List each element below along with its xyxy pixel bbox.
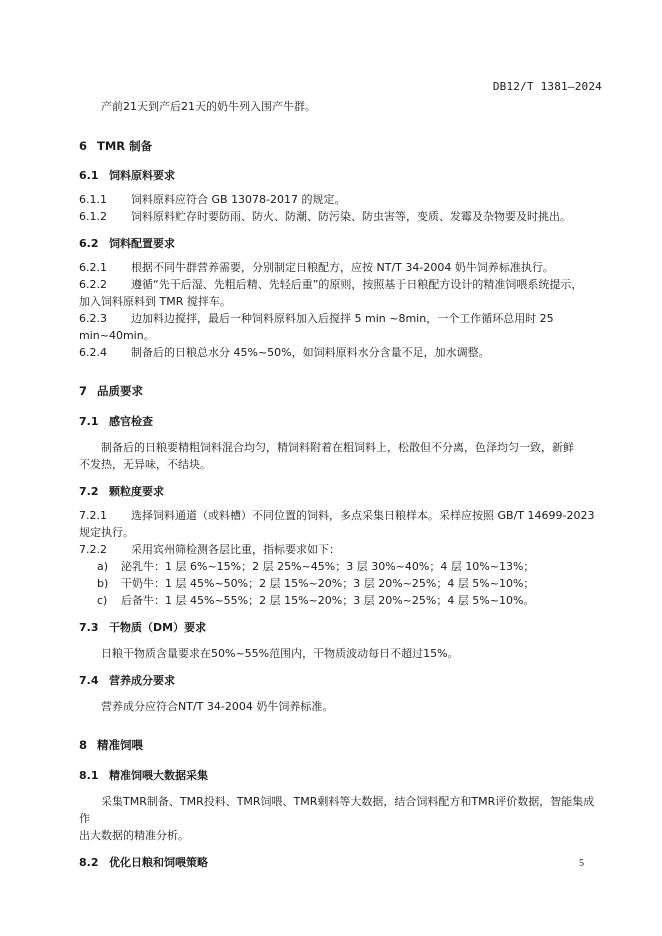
subsection-title: 颗粒度要求	[109, 485, 164, 498]
clause-7-2-1-continuation: 规定执行。	[79, 526, 134, 539]
section-title: 品质要求	[97, 384, 143, 398]
clause-text: 遵循“先干后湿、先粗后精、先轻后重”的原则，按照基于日粮配方设计的精准饲喂系统提示，	[131, 278, 583, 291]
subsection-title: 营养成分要求	[109, 674, 175, 687]
subsection-title: 优化日粮和饲喂策略	[109, 856, 208, 869]
section-heading-7	[79, 383, 604, 400]
clause-text: 制备后的日粮总水分 45%~50%，如饲料原料水分含量不足，加水调整。	[131, 346, 490, 359]
section-heading-8	[79, 737, 604, 754]
clause-6-2-4	[79, 344, 604, 361]
section-number: 6	[79, 139, 88, 153]
subsection-number: 6.1	[79, 169, 99, 182]
clause-6-2-2	[79, 276, 604, 293]
subsection-heading-6-2	[79, 235, 604, 252]
subsection-title: 感官检查	[109, 415, 153, 428]
subsection-number: 7.3	[79, 621, 99, 634]
subsection-heading-6-1	[79, 167, 604, 184]
section-title: 精准饲喂	[97, 738, 143, 752]
subsection-number: 7.1	[79, 415, 99, 428]
section-title: TMR 制备	[97, 139, 153, 153]
subsection-number: 6.2	[79, 237, 99, 250]
clause-number: 6.2.1	[79, 261, 107, 274]
section-heading-6	[79, 138, 604, 155]
subsection-heading-7-3	[79, 619, 604, 636]
paragraph: 日粮干物质含量要求在50%~55%范围内，干物质波动每日不超过15%。	[101, 647, 459, 660]
list-text: 后备牛：1 层 45%~55%；2 层 15%~20%；3 层 20%~25%；4 层 5%~10%。	[121, 594, 535, 607]
clause-6-2-1	[79, 259, 604, 276]
clause-text: 根据不同牛群营养需要，分别制定日粮配方，应按 NT/T 34-2004 奶牛饲养标准执行。	[131, 261, 554, 274]
standard-code: DB12/T 1381—2024	[492, 80, 602, 93]
page-body	[79, 98, 604, 871]
subsection-heading-7-2	[79, 483, 604, 500]
list-label: a)	[97, 560, 109, 573]
subsection-title: 饲料原料要求	[109, 169, 175, 182]
clause-number: 6.2.4	[79, 346, 107, 359]
clause-number: 7.2.1	[79, 509, 107, 522]
list-text: 干奶牛：1 层 45%~50%；2 层 15%~20%；3 层 20%~25%；4 层 5%~10%；	[121, 577, 535, 590]
clause-text: 采用宾州筛检测各层比重，指标要求如下：	[131, 543, 340, 556]
clause-text: 边加料边搅拌，最后一种饲料原料加入后搅拌 5 min ~8min，一个工作循环总用时 25 min~40min。	[79, 312, 554, 342]
section-number: 8	[79, 738, 88, 752]
page-number: 5	[579, 858, 584, 869]
list-item	[79, 575, 604, 592]
subsection-title: 精准饲喂大数据采集	[109, 769, 208, 782]
clause-6-2-3	[79, 310, 604, 344]
subsection-heading-7-4	[79, 672, 604, 689]
paragraph-continuation: 出大数据的精准分析。	[79, 829, 189, 842]
paragraph: 制备后的日粮要精粗饲料混合均匀，精饲料附着在粗饲料上，松散但不分离，色泽均匀一致，新鲜	[101, 441, 574, 454]
subsection-number: 8.2	[79, 856, 99, 869]
list-item	[79, 592, 604, 609]
clause-6-1-1	[79, 191, 604, 208]
section-number: 7	[79, 384, 88, 398]
paragraph: 营养成分应符合NT/T 34-2004 奶牛饲养标准。	[101, 700, 334, 713]
list-label: c)	[97, 594, 108, 607]
clause-text: 饲料原料应符合 GB 13078-2017 的规定。	[131, 193, 346, 206]
paragraph: 产前21天到产后21天的奶牛列入围产牛群。	[101, 100, 316, 113]
clause-7-2-2	[79, 541, 604, 558]
list-label: b)	[97, 577, 109, 590]
paragraph-continuation: 不发热，无异味，不结块。	[79, 458, 211, 471]
subsection-heading-8-1	[79, 767, 604, 784]
clause-7-2-1	[79, 507, 604, 524]
subsection-number: 8.1	[79, 769, 99, 782]
subsection-number: 7.2	[79, 485, 99, 498]
clause-number: 6.2.2	[79, 278, 107, 291]
subsection-heading-7-1	[79, 413, 604, 430]
paragraph: 采集TMR制备、TMR投料、TMR饲喂、TMR剩料等大数据，结合饲料配方和TMR评价数据，智能集成作	[79, 795, 595, 825]
clause-text: 饲料原料贮存时要防雨、防火、防潮、防污染、防虫害等，变质、发霉及杂物要及时挑出。	[131, 210, 571, 223]
list-text: 泌乳牛：1 层 6%~15%；2 层 25%~45%；3 层 30%~40%；4 层 10%~13%；	[121, 560, 535, 573]
clause-number: 6.1.1	[79, 193, 107, 206]
clause-number: 6.1.2	[79, 210, 107, 223]
list-item	[79, 558, 604, 575]
clause-number: 6.2.3	[79, 312, 107, 325]
clause-6-1-2	[79, 208, 604, 225]
subsection-title: 饲料配置要求	[109, 237, 175, 250]
subsection-title: 干物质（DM）要求	[109, 621, 207, 634]
subsection-number: 7.4	[79, 674, 99, 687]
clause-number: 7.2.2	[79, 543, 107, 556]
subsection-heading-8-2	[79, 854, 604, 871]
clause-text: 选择饲料通道（或料槽）不同位置的饲料，多点采集日粮样本。采样应按照 GB/T 14699-2023	[131, 509, 595, 522]
clause-6-2-2-continuation: 加入饲料原料到 TMR 搅拌车。	[79, 295, 231, 308]
